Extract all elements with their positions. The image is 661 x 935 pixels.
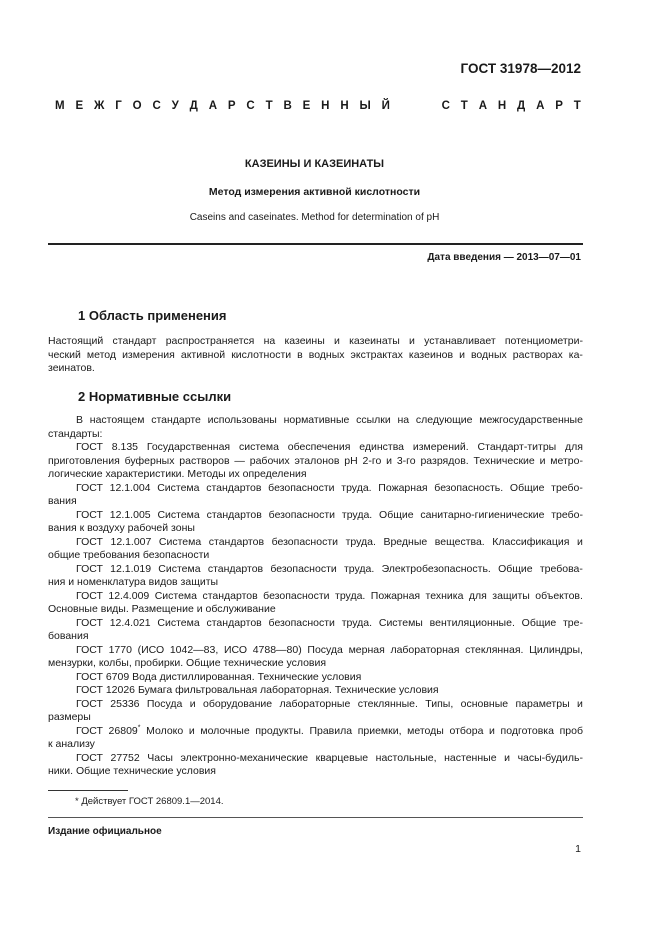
word: ГОСТ <box>76 751 103 764</box>
word: ГОСТ <box>76 441 103 453</box>
word: методы <box>407 724 444 737</box>
word: Общие <box>498 562 533 575</box>
text-fragment: общие требования безопасности <box>48 549 210 561</box>
word: стандартов <box>206 616 262 629</box>
banner-letter: С <box>441 100 450 112</box>
banner-letter: С <box>152 100 161 112</box>
word: Часы <box>147 751 173 764</box>
indent <box>48 563 76 577</box>
word: безопасность. <box>434 481 504 494</box>
word: растворах <box>512 348 563 361</box>
indent <box>48 644 76 658</box>
banner-letter: Р <box>555 100 563 112</box>
title-divider <box>48 243 583 245</box>
word: Посуда <box>307 643 343 656</box>
word: 3-го <box>396 454 416 467</box>
word: межгосударственные <box>479 414 583 426</box>
banner-letter: Н <box>497 100 507 112</box>
text-fragment: Основные виды. Размещение и обслуживание <box>48 603 276 615</box>
document-title: КАЗЕИНЫ И КАЗЕИНАТЫ <box>244 158 385 170</box>
text-line <box>48 671 583 685</box>
word: приготовления <box>48 454 120 467</box>
word: единства <box>359 441 405 453</box>
word: 1770 <box>108 643 132 656</box>
word: труда. <box>341 481 372 494</box>
section-heading-scope: 1 Область применения <box>78 308 227 323</box>
word: обеспечения <box>287 441 351 453</box>
text-fragment: мензурки, колбы, пробирки. Общие технические условия <box>48 657 327 669</box>
text-line <box>48 617 583 631</box>
word: приемки, <box>357 724 402 737</box>
text-line <box>48 657 583 671</box>
word: на <box>397 414 410 426</box>
word: В <box>76 414 84 426</box>
text-line <box>48 455 583 469</box>
text-line: зеинатов. <box>48 362 95 374</box>
word: ГОСТ <box>76 616 103 629</box>
word: и <box>489 724 495 737</box>
word: ГОСТ <box>76 562 103 575</box>
word: нормативные <box>283 414 350 426</box>
word: и <box>577 697 583 710</box>
word: буферных <box>124 454 175 467</box>
indent <box>48 752 76 766</box>
word: водных <box>470 348 507 361</box>
indent <box>48 482 76 496</box>
word: стандарт <box>112 335 157 347</box>
indent <box>48 698 76 712</box>
text-fragment <box>76 414 583 428</box>
text-line <box>48 765 583 779</box>
text-fragment <box>76 752 583 766</box>
indent <box>48 536 76 550</box>
text-line <box>48 738 583 752</box>
word: казеины <box>284 335 325 347</box>
word: безопасности <box>268 481 335 494</box>
word: Правила <box>309 724 353 737</box>
text-fragment <box>76 698 583 712</box>
word: разрядов. <box>420 454 469 467</box>
word: 8.135 <box>111 441 139 453</box>
word: труда. <box>341 616 373 629</box>
text-fragment <box>76 563 583 577</box>
indent <box>48 414 76 428</box>
word: ИСО <box>223 643 248 656</box>
word: требова- <box>539 562 583 575</box>
word: 12.1.005 <box>109 508 151 521</box>
word: растворов <box>179 454 230 467</box>
text-line <box>48 603 583 617</box>
word: (ИСО <box>137 643 165 656</box>
text-line <box>48 335 583 349</box>
word: стандарте <box>151 414 201 426</box>
word: активной <box>180 348 226 361</box>
word: Государственная <box>146 441 231 453</box>
word: Классификация <box>492 535 570 548</box>
word: Система <box>158 535 202 548</box>
word: подготовка <box>500 724 554 737</box>
indent <box>48 441 76 455</box>
word: ческий <box>48 348 81 361</box>
word: на <box>263 335 276 347</box>
banner-letter: Ж <box>93 100 105 112</box>
word: ГОСТ <box>76 535 103 548</box>
text-fragment: ния и номенклатура видов защиты <box>48 576 219 588</box>
word: Общие <box>509 481 545 494</box>
word: ка- <box>568 348 583 361</box>
word: настольные, <box>375 751 437 764</box>
word: и <box>459 348 465 361</box>
page-number: 1 <box>575 843 581 855</box>
banner-letter: В <box>283 100 292 112</box>
word: измерений. <box>412 441 469 453</box>
word: и <box>386 454 393 467</box>
text-fragment: вания к воздуху рабочей зоны <box>48 522 195 534</box>
official-edition-label: Издание официальное <box>48 826 162 837</box>
word: 12.1.007 <box>110 535 152 548</box>
text-line <box>48 684 583 698</box>
banner-letter: А <box>478 100 487 112</box>
banner-letter: Д <box>189 100 198 112</box>
word: водных <box>308 348 345 361</box>
word: Система <box>157 481 200 494</box>
word: труда. <box>341 508 373 521</box>
text-fragment: вания <box>48 495 77 507</box>
word: pH <box>344 454 358 467</box>
word: защиты <box>492 589 530 602</box>
standard-type-banner <box>55 100 581 112</box>
indent <box>48 590 76 604</box>
word: в <box>297 348 303 361</box>
banner-letter: Е <box>75 100 84 112</box>
word: техника <box>425 589 464 602</box>
banner-letter: Д <box>517 100 526 112</box>
word: 12.1.004 <box>109 481 151 494</box>
word: и <box>539 454 546 467</box>
text-line <box>48 495 583 509</box>
english-title: Caseins and caseinates. Method for determination of pH <box>189 212 440 223</box>
indent <box>48 671 76 685</box>
normative-refs-list <box>48 414 583 779</box>
word: стандартов <box>208 535 265 548</box>
word: стандартов <box>206 508 262 521</box>
indent <box>48 509 76 523</box>
word: стандартов <box>202 589 258 602</box>
word: экстрактах <box>350 348 403 361</box>
word: Пожарная <box>378 481 428 494</box>
word: Пожарная <box>370 589 421 602</box>
text-fragment: бования <box>48 630 89 642</box>
text-line <box>48 711 583 725</box>
word: безопасности <box>270 562 337 575</box>
scope-paragraph <box>48 335 583 376</box>
word: стандартов <box>207 562 264 575</box>
word: часы-будиль- <box>517 751 583 764</box>
word: Система <box>154 589 197 602</box>
word: продукты. <box>255 724 304 737</box>
text-line <box>48 441 583 455</box>
text-fragment: ГОСТ 6709 Вода дистиллированная. Технические условия <box>76 670 362 683</box>
text-line <box>48 576 583 590</box>
text-line <box>48 752 583 766</box>
word: лабораторная <box>390 643 460 656</box>
text-line <box>48 428 583 442</box>
word: и <box>333 335 340 347</box>
word: безопасности <box>268 616 335 629</box>
footnote-divider <box>48 790 128 791</box>
section-heading-normative-refs: 2 Нормативные ссылки <box>78 389 232 404</box>
word: Настоящий <box>48 335 104 347</box>
word: Стандарт-титры <box>477 441 557 453</box>
word: казеинов <box>408 348 454 361</box>
footnote-marker: * <box>137 724 141 731</box>
text-line <box>48 549 583 563</box>
word: эталонов <box>294 454 340 467</box>
word: основные <box>460 697 509 710</box>
word: параметры <box>515 697 570 710</box>
word: объектов. <box>535 589 583 602</box>
text-fragment: ники. Общие технические условия <box>48 765 216 777</box>
text-line <box>48 563 583 577</box>
word: метод <box>86 348 117 361</box>
word: требо- <box>551 508 583 521</box>
banner-letter: Н <box>321 100 330 112</box>
banner-letter: А <box>208 100 218 112</box>
word: Система <box>157 616 200 629</box>
word: лабораторные <box>279 697 351 710</box>
word: труда. <box>344 562 375 575</box>
banner-letter: Р <box>227 100 236 112</box>
word: и <box>409 335 415 347</box>
word: Вредные <box>383 535 428 548</box>
text-line <box>48 630 583 644</box>
text-line <box>48 349 583 363</box>
word: оборудование <box>203 697 273 710</box>
text-fragment <box>76 644 583 658</box>
word: ГОСТ <box>76 724 103 737</box>
banner-gap <box>401 100 431 112</box>
word: Система <box>157 508 200 521</box>
indent <box>48 684 76 698</box>
text-line <box>48 522 583 536</box>
word: Посуда <box>146 697 183 710</box>
text-fragment: стандарты: <box>48 427 103 440</box>
indent <box>48 725 76 739</box>
banner-letter: А <box>536 100 545 112</box>
word: вещества. <box>434 535 485 548</box>
banner-letter: О <box>132 100 142 112</box>
text-fragment <box>76 509 583 523</box>
word: 25336 <box>110 697 140 710</box>
banner-letter: Г <box>115 100 122 112</box>
word: ГОСТ <box>76 508 103 521</box>
word: требо- <box>551 481 583 494</box>
word: настоящем <box>89 414 145 426</box>
text-fragment: ГОСТ 12026 Бумага фильтровальная лабораторная. Технические условия <box>76 684 439 696</box>
word: 12.4.009 <box>108 589 150 602</box>
text-line <box>48 698 583 712</box>
word: ГОСТ <box>76 643 103 656</box>
word: безопасности <box>271 535 338 548</box>
word: санитарно-гигиенические <box>420 508 545 521</box>
word: устанавливает <box>424 335 496 347</box>
word: Общие <box>379 508 414 521</box>
word: и <box>577 535 583 548</box>
word: 4788—80) <box>252 643 302 656</box>
word: 2-го <box>362 454 382 467</box>
word: и <box>188 724 195 737</box>
word: стандартов <box>206 481 262 494</box>
word: труда. <box>345 535 376 548</box>
text-fragment <box>76 536 583 550</box>
word: измерения <box>122 348 175 361</box>
word: мерная <box>348 643 385 656</box>
word: 1042—83, <box>169 643 219 656</box>
word: система <box>238 441 279 453</box>
word: Молоко <box>146 724 184 737</box>
word: метро- <box>550 454 583 467</box>
word: ГОСТ <box>76 589 103 602</box>
text-line <box>48 590 583 604</box>
text-fragment <box>76 590 583 604</box>
word: 27752 <box>110 751 140 764</box>
banner-letter: У <box>171 100 179 112</box>
word: для <box>565 441 583 453</box>
text-line <box>48 536 583 550</box>
word: ГОСТ <box>76 481 103 494</box>
word: использованы <box>207 414 277 426</box>
banner-letter: М <box>55 100 65 112</box>
word: распространяется <box>165 335 255 347</box>
footer-divider <box>48 817 583 818</box>
text-fragment: к анализу <box>48 738 95 750</box>
word: 12.1.019 <box>110 562 152 575</box>
word: безопасности <box>268 508 336 521</box>
banner-letter: Й <box>381 100 390 112</box>
banner-letter: Е <box>302 100 311 112</box>
word: труда. <box>335 589 366 602</box>
banner-letter: Т <box>265 100 273 112</box>
text-line <box>48 509 583 523</box>
word: настенные <box>444 751 497 764</box>
word: кварцевые <box>315 751 369 764</box>
word: и <box>189 697 196 710</box>
word: тре- <box>563 616 583 629</box>
word: Системы <box>378 616 423 629</box>
word: и <box>504 751 510 764</box>
word: электронно-механические <box>180 751 309 764</box>
word: рабочих <box>249 454 290 467</box>
text-fragment <box>48 455 583 469</box>
word: Цилиндры, <box>529 643 583 656</box>
word: молочные <box>200 724 250 737</box>
word: следующие <box>415 414 473 426</box>
word: ссылки <box>356 414 391 426</box>
word: 26809* <box>108 724 141 737</box>
document-number: ГОСТ 31978—2012 <box>460 61 581 76</box>
word: Общие <box>521 616 557 629</box>
introduction-date: Дата введения — 2013—07—01 <box>427 252 581 263</box>
word: Технические <box>473 454 535 467</box>
text-line <box>48 644 583 658</box>
word: потенциометри- <box>504 335 583 347</box>
banner-letter: Ы <box>359 100 371 112</box>
word: проб <box>559 724 583 737</box>
text-fragment <box>76 725 583 739</box>
word: Типы, <box>425 697 454 710</box>
word: ГОСТ <box>76 697 103 710</box>
word: стеклянные. <box>357 697 418 710</box>
word: для <box>468 589 487 602</box>
word: Система <box>158 562 201 575</box>
word: Электробезопасность. <box>381 562 491 575</box>
text-line <box>48 468 583 482</box>
word: отбора <box>449 724 484 737</box>
banner-letter: Н <box>340 100 349 112</box>
text-line <box>48 482 583 496</box>
word: 12.4.021 <box>109 616 151 629</box>
banner-letter: Т <box>460 100 468 112</box>
word: стеклянная. <box>465 643 524 656</box>
text-fragment <box>76 482 583 496</box>
word: вентиляционные. <box>429 616 515 629</box>
text-line <box>48 725 583 739</box>
word: казеинаты <box>349 335 400 347</box>
document-subtitle: Метод измерения активной кислотности <box>208 186 421 198</box>
text-line <box>48 414 583 428</box>
footnote: * Действует ГОСТ 26809.1—2014. <box>75 796 224 807</box>
word: кислотности <box>231 348 292 361</box>
text-fragment: логические характеристики. Методы их определения <box>48 468 307 480</box>
text-fragment <box>76 441 583 455</box>
text-fragment <box>76 617 583 631</box>
banner-letter: С <box>246 100 255 112</box>
indent <box>48 617 76 631</box>
text-fragment: размеры <box>48 711 91 723</box>
word: — <box>234 454 245 467</box>
word: безопасности <box>263 589 330 602</box>
banner-letter: Т <box>573 100 581 112</box>
